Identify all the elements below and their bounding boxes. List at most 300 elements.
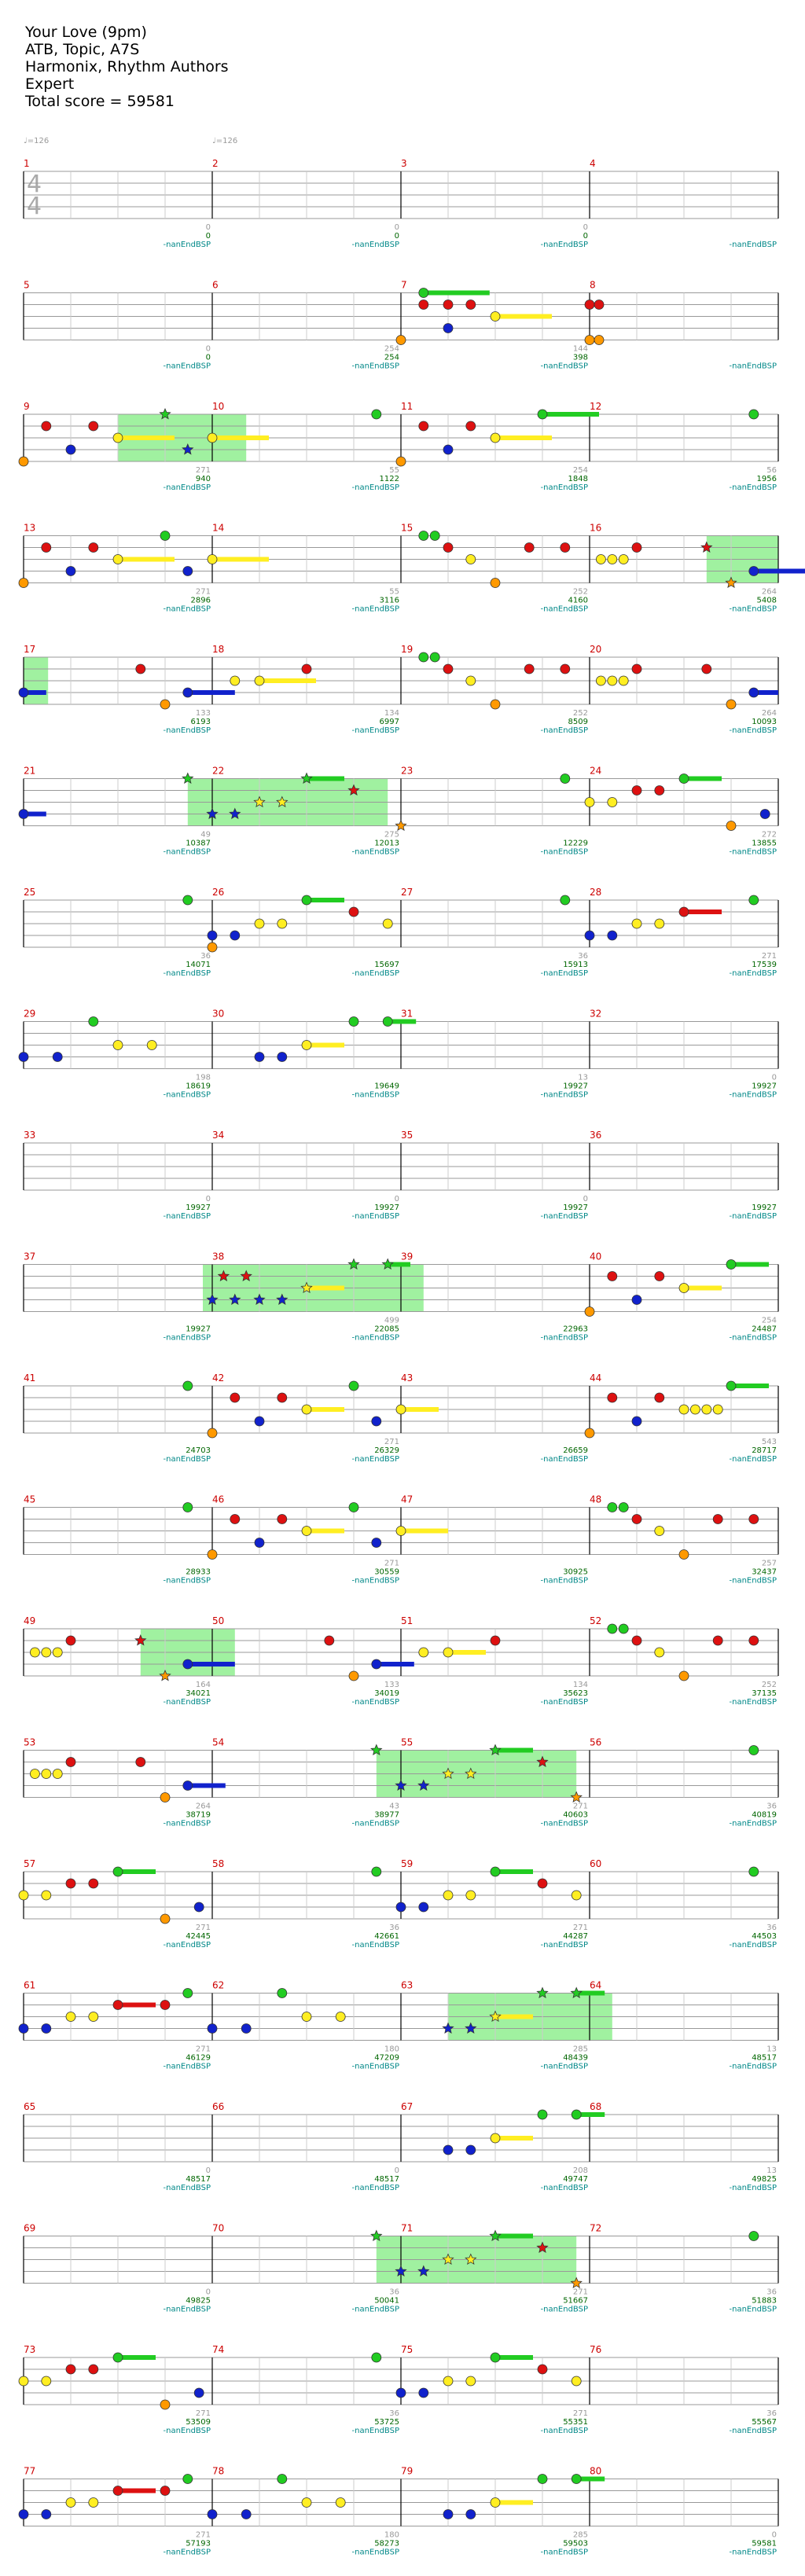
running-score: 24703 <box>186 1446 211 1455</box>
measure-number: 3 <box>401 158 407 169</box>
blue-note <box>208 2510 217 2519</box>
score-delta: 543 <box>761 1438 777 1446</box>
red-note <box>608 1393 617 1402</box>
score-label: -nanEndBSP <box>729 362 777 371</box>
yellow-sustain <box>212 435 269 440</box>
orange-note <box>208 943 217 952</box>
score-label: -nanEndBSP <box>163 2184 211 2192</box>
score-delta: 55 <box>389 466 399 475</box>
running-score: 34021 <box>186 1689 211 1698</box>
running-score: 4160 <box>568 596 588 605</box>
score-label: -nanEndBSP <box>351 483 399 492</box>
score-delta: 271 <box>572 1924 588 1932</box>
yellow-note <box>679 1284 689 1293</box>
score-label: -nanEndBSP <box>729 2184 777 2192</box>
score-delta: 271 <box>572 1802 588 1811</box>
running-score: 37135 <box>752 1689 777 1698</box>
running-score: 2896 <box>190 596 211 605</box>
yellow-note <box>466 555 476 564</box>
blue-note <box>255 1417 264 1426</box>
green-sustain <box>684 777 722 781</box>
measure-number: 39 <box>401 1251 414 1262</box>
score-delta: 254 <box>761 1316 777 1325</box>
yellow-note <box>30 1769 39 1779</box>
red-note <box>278 1393 287 1402</box>
running-score: 8509 <box>568 718 588 726</box>
green-note <box>419 288 428 298</box>
orange-note <box>491 700 500 709</box>
score-delta: 0 <box>205 344 211 354</box>
yellow-note <box>596 555 605 564</box>
yellow-note <box>466 1891 476 1900</box>
blue-note <box>749 688 759 697</box>
blue-note <box>396 1902 406 1912</box>
red-note <box>89 2365 98 2374</box>
measure-number: 6 <box>212 279 219 291</box>
running-score: 50041 <box>374 2296 399 2306</box>
score-label: -nanEndBSP <box>351 362 399 371</box>
running-score: 6193 <box>190 718 211 726</box>
yellow-sustain <box>401 1407 439 1412</box>
score-delta: 252 <box>572 587 588 597</box>
yellow-note <box>53 1769 62 1779</box>
measure-number: 49 <box>24 1615 36 1626</box>
score-label: -nanEndBSP <box>540 969 588 978</box>
red-note <box>538 2365 547 2374</box>
running-score: 40819 <box>752 1810 777 1820</box>
running-score: 3116 <box>379 596 399 605</box>
measure-number: 78 <box>212 2465 225 2477</box>
yellow-note <box>383 919 392 928</box>
green-note <box>183 1503 193 1512</box>
yellow-note <box>113 433 123 443</box>
green-note <box>749 895 759 905</box>
measure-number: 77 <box>24 2465 36 2477</box>
measure-number: 34 <box>212 1130 225 1141</box>
score-label: -nanEndBSP <box>351 726 399 735</box>
green-note <box>349 1503 358 1512</box>
measure-number: 20 <box>590 644 602 655</box>
yellow-note <box>702 1405 711 1414</box>
score-label: -nanEndBSP <box>351 1576 399 1586</box>
measure-number: 74 <box>212 2344 225 2355</box>
yellow-note <box>491 312 500 322</box>
song-title: Your Love (9pm) <box>25 24 147 41</box>
running-score: 59503 <box>563 2539 588 2548</box>
score-label: -nanEndBSP <box>163 1941 211 1949</box>
running-score: 26329 <box>374 1446 399 1455</box>
running-score: 15913 <box>563 961 588 969</box>
measure-number: 15 <box>401 522 414 534</box>
orange-note <box>679 1550 689 1560</box>
blue-sustain <box>188 1784 226 1788</box>
blue-sustain <box>377 1662 414 1666</box>
running-score: 10093 <box>752 718 777 726</box>
measure-number: 22 <box>212 765 225 777</box>
orange-note <box>726 700 736 709</box>
running-score: 19927 <box>563 1082 588 1091</box>
running-score: 30925 <box>563 1567 588 1577</box>
yellow-note <box>302 2498 311 2508</box>
score-label: -nanEndBSP <box>729 726 777 735</box>
yellow-sustain <box>448 1650 486 1655</box>
measure-number: 28 <box>590 887 602 898</box>
green-note <box>349 1017 358 1027</box>
running-score: 19649 <box>374 1082 399 1091</box>
score-label: -nanEndBSP <box>163 726 211 735</box>
score-delta: 271 <box>384 1559 399 1568</box>
score-delta: 499 <box>384 1316 399 1325</box>
yellow-note <box>66 2498 75 2508</box>
score-label: -nanEndBSP <box>351 241 399 249</box>
score-delta: 0 <box>394 223 399 232</box>
score-label: -nanEndBSP <box>351 1698 399 1707</box>
red-note <box>66 1636 75 1645</box>
measure-number: 57 <box>24 1858 36 1869</box>
orange-star-note <box>395 821 406 831</box>
running-score: 53725 <box>374 2418 399 2427</box>
green-note <box>183 895 193 905</box>
yellow-note <box>713 1405 722 1414</box>
score-label: -nanEndBSP <box>163 2427 211 2435</box>
red-note <box>113 2001 123 2010</box>
red-note <box>713 1515 722 1524</box>
green-note <box>113 1867 123 1876</box>
orange-note <box>160 1914 170 1924</box>
running-score: 19927 <box>186 1203 211 1212</box>
tempo-mark: ♩=126 <box>24 137 50 145</box>
yellow-note <box>655 1527 664 1536</box>
blue-note <box>183 567 193 576</box>
red-note <box>160 2486 170 2496</box>
score-label: -nanEndBSP <box>729 483 777 492</box>
score-label: -nanEndBSP <box>729 241 777 249</box>
red-note <box>230 1515 240 1524</box>
yellow-sustain <box>495 2136 533 2141</box>
running-score: 12013 <box>374 839 399 848</box>
orange-note <box>726 821 736 831</box>
red-note <box>302 664 311 674</box>
running-score: 10387 <box>186 839 211 848</box>
running-score: 15697 <box>374 961 399 969</box>
score-label: -nanEndBSP <box>540 604 588 614</box>
running-score: 22085 <box>374 1325 399 1334</box>
yellow-sustain <box>307 1529 344 1534</box>
score-delta: 36 <box>578 952 588 961</box>
score-label: -nanEndBSP <box>163 362 211 371</box>
red-note <box>419 300 428 310</box>
yellow-note <box>443 2376 453 2386</box>
red-note <box>524 543 534 553</box>
score-delta: 271 <box>195 2409 211 2418</box>
score-label: -nanEndBSP <box>163 1576 211 1586</box>
running-score: 48439 <box>563 2053 588 2063</box>
yellow-note <box>19 1891 28 1900</box>
red-note <box>749 1636 759 1645</box>
blue-note <box>255 1053 264 1062</box>
yellow-note <box>572 2376 581 2386</box>
score-label: -nanEndBSP <box>351 604 399 614</box>
orange-note <box>19 579 28 588</box>
running-score: 0 <box>205 353 211 362</box>
measure-number: 72 <box>590 2222 602 2234</box>
running-score: 44287 <box>563 1932 588 1941</box>
yellow-note <box>419 1648 428 1657</box>
score-delta: 13 <box>766 2166 777 2175</box>
score-label: -nanEndBSP <box>729 2548 777 2557</box>
running-score: 48517 <box>186 2175 211 2184</box>
score-delta: 0 <box>394 1195 399 1203</box>
measure-number: 31 <box>401 1008 414 1020</box>
running-score: 34019 <box>374 1689 399 1698</box>
green-note <box>430 531 439 541</box>
red-note <box>136 664 145 674</box>
yellow-note <box>466 676 476 685</box>
score-delta: 272 <box>761 830 777 840</box>
measure-number: 26 <box>212 887 225 898</box>
yellow-note <box>66 2012 75 2022</box>
red-note <box>89 1879 98 1888</box>
orange-note <box>491 579 500 588</box>
score-delta: 0 <box>205 223 211 232</box>
green-sustain <box>495 1869 533 1874</box>
score-delta: 257 <box>761 1559 777 1568</box>
running-score: 38977 <box>374 1810 399 1820</box>
red-note <box>655 1393 664 1402</box>
running-score: 47209 <box>374 2053 399 2063</box>
yellow-note <box>255 919 264 928</box>
red-note <box>679 907 689 917</box>
running-score: 13855 <box>752 839 777 848</box>
measure-number: 1 <box>24 158 30 169</box>
blue-note <box>183 1781 193 1791</box>
score-label: -nanEndBSP <box>351 2548 399 2557</box>
score-label: -nanEndBSP <box>163 1333 211 1343</box>
yellow-note <box>619 676 628 685</box>
measure-number: 32 <box>590 1008 602 1020</box>
green-note <box>572 2475 581 2484</box>
yellow-note <box>42 2376 51 2386</box>
red-note <box>632 1515 641 1524</box>
red-note <box>136 1758 145 1767</box>
score-delta: 55 <box>389 587 399 597</box>
blue-sustain <box>188 690 235 695</box>
yellow-sustain <box>684 1286 722 1291</box>
score-label: -nanEndBSP <box>540 2062 588 2071</box>
blue-note <box>443 324 453 333</box>
running-score: 1848 <box>568 475 588 483</box>
yellow-note <box>466 2376 476 2386</box>
score-delta: 36 <box>389 1924 399 1932</box>
score-label: -nanEndBSP <box>163 604 211 614</box>
measure-number: 58 <box>212 1858 225 1869</box>
green-note <box>619 1624 628 1633</box>
yellow-note <box>30 1648 39 1657</box>
score-delta: 285 <box>572 2045 588 2054</box>
measure-number: 44 <box>590 1373 602 1384</box>
orange-note <box>349 1671 358 1681</box>
yellow-note <box>679 1405 689 1414</box>
running-score: 22963 <box>563 1325 588 1334</box>
measure-number: 21 <box>24 765 36 777</box>
score-label: -nanEndBSP <box>729 1090 777 1100</box>
yellow-note <box>608 798 617 807</box>
score-delta: 271 <box>572 2288 588 2297</box>
running-score: 55567 <box>752 2418 777 2427</box>
song-instruments: ATB, Topic, A7S <box>25 41 140 58</box>
score-delta: 271 <box>195 2045 211 2054</box>
green-note <box>430 652 439 662</box>
score-label: -nanEndBSP <box>351 847 399 857</box>
score-delta: 271 <box>572 2409 588 2418</box>
score-delta: 36 <box>389 2288 399 2297</box>
blue-note <box>372 1659 381 1669</box>
score-label: -nanEndBSP <box>729 847 777 857</box>
running-score: 42445 <box>186 1932 211 1941</box>
green-note <box>679 774 689 784</box>
score-label: -nanEndBSP <box>163 2062 211 2071</box>
yellow-note <box>42 1648 51 1657</box>
score-label: -nanEndBSP <box>729 2305 777 2314</box>
running-score: 24487 <box>752 1325 777 1334</box>
green-note <box>419 652 428 662</box>
yellow-sustain <box>259 678 316 683</box>
measure-number: 43 <box>401 1373 414 1384</box>
score-label: -nanEndBSP <box>163 847 211 857</box>
yellow-sustain <box>495 2015 533 2019</box>
score-label: -nanEndBSP <box>540 1576 588 1586</box>
measure-number: 42 <box>212 1373 225 1384</box>
yellow-note <box>396 1405 406 1414</box>
score-label: -nanEndBSP <box>729 1333 777 1343</box>
score-delta: 0 <box>394 2166 399 2175</box>
blue-note <box>372 1417 381 1426</box>
score-label: -nanEndBSP <box>540 1698 588 1707</box>
running-score: 48517 <box>374 2175 399 2184</box>
red-note <box>160 2001 170 2010</box>
red-note <box>89 543 98 553</box>
yellow-note <box>53 1648 62 1657</box>
score-delta: 208 <box>572 2166 588 2175</box>
red-note <box>66 2365 75 2374</box>
score-label: -nanEndBSP <box>729 1698 777 1707</box>
red-note <box>632 664 641 674</box>
score-delta: 133 <box>195 709 211 718</box>
yellow-note <box>491 2498 500 2508</box>
green-note <box>302 895 311 905</box>
measure-number: 50 <box>212 1615 225 1626</box>
orange-note <box>679 1671 689 1681</box>
running-score: 19927 <box>752 1082 777 1091</box>
score-label: -nanEndBSP <box>540 2184 588 2192</box>
green-sustain <box>118 1869 156 1874</box>
green-note <box>491 2353 500 2362</box>
score-label: -nanEndBSP <box>540 362 588 371</box>
measure-number: 71 <box>401 2222 414 2234</box>
green-sustain <box>424 291 490 296</box>
score-label: -nanEndBSP <box>540 1090 588 1100</box>
score-delta: 36 <box>766 2288 777 2297</box>
score-label: -nanEndBSP <box>163 1819 211 1828</box>
score-delta: 252 <box>761 1681 777 1689</box>
red-note <box>419 421 428 431</box>
orange-note <box>160 700 170 709</box>
measure-number: 80 <box>590 2465 602 2477</box>
blue-note <box>53 1053 62 1062</box>
measure-number: 35 <box>401 1130 414 1141</box>
running-score: 19927 <box>563 1203 588 1212</box>
blue-note <box>183 1659 193 1669</box>
green-sustain <box>731 1262 769 1267</box>
tempo-mark: ♩=126 <box>212 137 238 145</box>
running-score: 398 <box>572 353 588 362</box>
orange-note <box>396 457 406 466</box>
red-note <box>113 2486 123 2496</box>
red-note <box>632 1636 641 1645</box>
yellow-note <box>690 1405 700 1414</box>
score-label: -nanEndBSP <box>351 2184 399 2192</box>
yellow-note <box>302 2012 311 2022</box>
yellow-note <box>655 919 664 928</box>
green-note <box>749 2232 759 2241</box>
blue-note <box>372 1538 381 1548</box>
running-score: 53509 <box>186 2418 211 2427</box>
score-delta: 0 <box>205 1195 211 1203</box>
measure-number: 11 <box>401 401 414 412</box>
score-label: -nanEndBSP <box>540 2548 588 2557</box>
score-label: -nanEndBSP <box>540 2305 588 2314</box>
red-note <box>491 1636 500 1645</box>
score-delta: 271 <box>761 952 777 961</box>
measure-number: 79 <box>401 2465 414 2477</box>
score-label: -nanEndBSP <box>163 1698 211 1707</box>
running-score: 30559 <box>374 1567 399 1577</box>
measure-number: 17 <box>24 644 36 655</box>
green-note <box>383 1017 392 1027</box>
score-delta: 254 <box>572 466 588 475</box>
blue-note <box>443 2145 453 2155</box>
yellow-note <box>632 919 641 928</box>
red-note <box>230 1393 240 1402</box>
green-note <box>372 2353 381 2362</box>
score-label: -nanEndBSP <box>351 1819 399 1828</box>
score-delta: 180 <box>384 2045 399 2054</box>
score-label: -nanEndBSP <box>540 726 588 735</box>
measure-number: 24 <box>590 765 602 777</box>
measure-number: 41 <box>24 1373 36 1384</box>
measure-number: 27 <box>401 887 414 898</box>
green-note <box>561 895 570 905</box>
blue-note <box>419 2388 428 2398</box>
measure-number: 64 <box>590 1979 602 1991</box>
red-note <box>561 664 570 674</box>
green-note <box>372 1867 381 1876</box>
measure-number: 37 <box>24 1251 36 1262</box>
running-score: 55351 <box>563 2418 588 2427</box>
green-sustain <box>495 1748 533 1753</box>
score-delta: 252 <box>572 709 588 718</box>
measure-number: 25 <box>24 887 36 898</box>
green-note <box>278 2475 287 2484</box>
green-note <box>572 2110 581 2119</box>
measure-number: 38 <box>212 1251 225 1262</box>
measure-number: 23 <box>401 765 414 777</box>
red-note <box>561 543 570 553</box>
green-note <box>113 2353 123 2362</box>
yellow-note <box>619 555 628 564</box>
blue-note <box>466 2510 476 2519</box>
score-label: -nanEndBSP <box>351 1941 399 1949</box>
